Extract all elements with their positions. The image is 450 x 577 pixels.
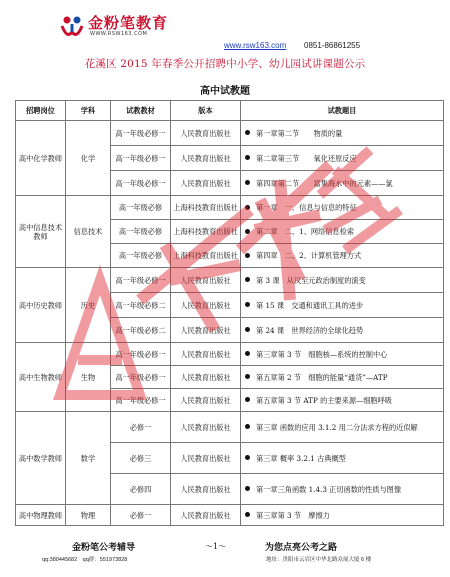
brand-logo [58,12,188,42]
cell-position: 高中数学教师 [16,412,66,505]
header-version: 版本 [171,101,241,121]
cell-topic [241,196,444,220]
topic-text: 第三章 概率 3.2.1 古典概型 [256,453,346,463]
topic-text: 第一章三角函数 1.4.3 正切函数的性质与图像 [256,484,402,494]
topic-text: 第五章第 3 节 ATP 的主要来源—细胞呼吸 [256,395,392,405]
section-title: 高中试教题 [200,86,250,97]
bullet-icon [245,455,250,460]
header-textbook: 试教教材 [111,101,171,121]
cell-textbook: 高一年级必修 [111,220,171,244]
footer-slogan: 为您点亮公考之路 [265,543,338,553]
table-row [16,505,444,526]
table-row [16,412,444,443]
cell-version: 人民教育出版社 [171,366,241,389]
topic-text: 第 24 课 世界经济的全球化趋势 [256,325,364,335]
phone-number: 0851-86861255 [304,41,361,50]
cell-position: 高中生物教师 [16,343,66,412]
footer-contact-qq: qq:380445682 qq群：551973828 [42,557,128,563]
bullet-icon [245,512,250,517]
page-number: ～1～ [205,542,227,551]
bullet-icon [245,130,250,135]
brand-url: WWW.RSW163.COM [90,31,148,37]
page-footer [0,540,450,577]
bullet-icon [245,205,250,210]
cell-textbook: 必修四 [111,474,171,505]
cell-subject: 物理 [66,505,111,526]
cell-version: 人民教育出版社 [171,343,241,366]
cell-version: 人民教育出版社 [171,474,241,505]
cell-version: 人民教育出版社 [171,412,241,443]
topic-text: 第二章 二、1、网络信息检索 [256,227,355,236]
cell-version: 上海科技教育出版社 [171,196,241,220]
cell-textbook: 高一年级必修一 [111,343,171,366]
cell-topic [241,293,444,318]
cell-topic [241,268,444,293]
cell-textbook: 高一年级必修一 [111,268,171,293]
bullet-icon [245,424,250,429]
bullet-icon [245,155,250,160]
topic-text: 第一章第二节 物质的量 [256,128,343,138]
cell-textbook: 高一年级必修二 [111,318,171,343]
cell-textbook: 高一年级必修 [111,196,171,220]
header-subject: 学科 [66,101,111,121]
bullet-icon [245,351,250,356]
table-row [16,121,444,146]
cell-position: 高中物理教师 [16,505,66,526]
bullet-icon [245,277,250,282]
cell-subject: 数学 [66,412,111,505]
cell-textbook: 必修一 [111,505,171,526]
cell-textbook: 高一年级必修二 [111,293,171,318]
table-row [16,343,444,366]
cell-textbook: 高一年级必修一 [111,389,171,412]
cell-topic [241,171,444,196]
topics-table [15,100,444,526]
cell-topic [241,343,444,366]
bullet-icon [245,180,250,185]
footer-brand: 金粉笔公考辅导 [72,543,136,553]
cell-textbook: 必修一 [111,412,171,443]
cell-version: 人民教育出版社 [171,121,241,146]
topic-text: 第五章第 2 节 细胞的能量“通货”—ATP [256,372,388,382]
cell-subject: 历史 [66,268,111,343]
topic-text: 第四章第二节 富集海水中的元素——氯 [256,178,393,188]
cell-textbook: 高一年级必修一 [111,121,171,146]
cell-position: 高中历史教师 [16,268,66,343]
cell-topic [241,412,444,443]
cell-version: 人民教育出版社 [171,389,241,412]
topic-text: 第三章第 3 节 细胞核—系统的控制中心 [256,349,388,359]
page-header [0,0,450,52]
bullet-icon [245,229,250,234]
cell-topic [241,366,444,389]
bullet-icon [245,327,250,332]
cell-position: 高中信息技术教师 [16,196,66,268]
cell-version: 人民教育出版社 [171,318,241,343]
cell-version: 人民教育出版社 [171,268,241,293]
table-row [16,268,444,293]
topic-text: 第四章 二、2、计算机管理方式 [256,251,362,260]
student-logo-icon [58,12,86,40]
table-header-row [16,101,444,121]
cell-subject: 信息技术 [66,196,111,268]
bullet-icon [245,253,250,258]
cell-version: 上海科技教育出版社 [171,244,241,268]
cell-version: 人民教育出版社 [171,293,241,318]
cell-topic [241,220,444,244]
cell-textbook: 高一年级必修一 [111,146,171,171]
cell-position: 高中化学教师 [16,121,66,196]
bullet-icon [245,397,250,402]
cell-topic [241,389,444,412]
topic-text: 第三章第 3 节 摩擦力 [256,510,330,520]
cell-topic [241,505,444,526]
topic-text: 第二章第三节 氧化还原反应 [256,153,357,163]
cell-topic [241,121,444,146]
brand-name: 金粉笔教育 [88,14,169,32]
cell-version: 人民教育出版社 [171,443,241,474]
topic-text: 第一章 一、信息与信息的特征 [256,203,357,212]
topic-text: 第三章 函数的应用 3.1.2 用二分法求方程的近似解 [256,422,418,432]
cell-topic [241,474,444,505]
header-topic: 试教题目 [241,101,444,121]
header-position: 招聘岗位 [16,101,66,121]
cell-version: 人民教育出版社 [171,171,241,196]
bullet-icon [245,374,250,379]
topic-text: 第 3 课 从汉至元政治制度的演变 [256,275,366,285]
website-link[interactable]: www.rsw163.com [224,41,287,50]
cell-version: 人民教育出版社 [171,146,241,171]
bullet-icon [245,486,250,491]
cell-topic [241,443,444,474]
cell-topic [241,318,444,343]
cell-version: 人民教育出版社 [171,505,241,526]
cell-textbook: 高一年级必修一 [111,366,171,389]
cell-textbook: 高一年级必修 [111,244,171,268]
footer-address: 地址：贵阳市云岩区中华北路众展大厦 6 楼 [266,557,372,563]
cell-version: 上海科技教育出版社 [171,220,241,244]
cell-subject: 生物 [66,343,111,412]
table-body [16,121,444,526]
cell-topic [241,146,444,171]
cell-topic [241,244,444,268]
topics-table-container [15,100,443,526]
cell-subject: 化学 [66,121,111,196]
topic-text: 第 15 课 交通和通讯工具的进步 [256,300,364,310]
cell-textbook: 必修三 [111,443,171,474]
bullet-icon [245,302,250,307]
cell-textbook: 高一年级必修一 [111,171,171,196]
page-title: 花溪区 2015 年春季公开招聘中小学、幼儿园试讲课题公示 [84,58,366,70]
table-row [16,196,444,220]
